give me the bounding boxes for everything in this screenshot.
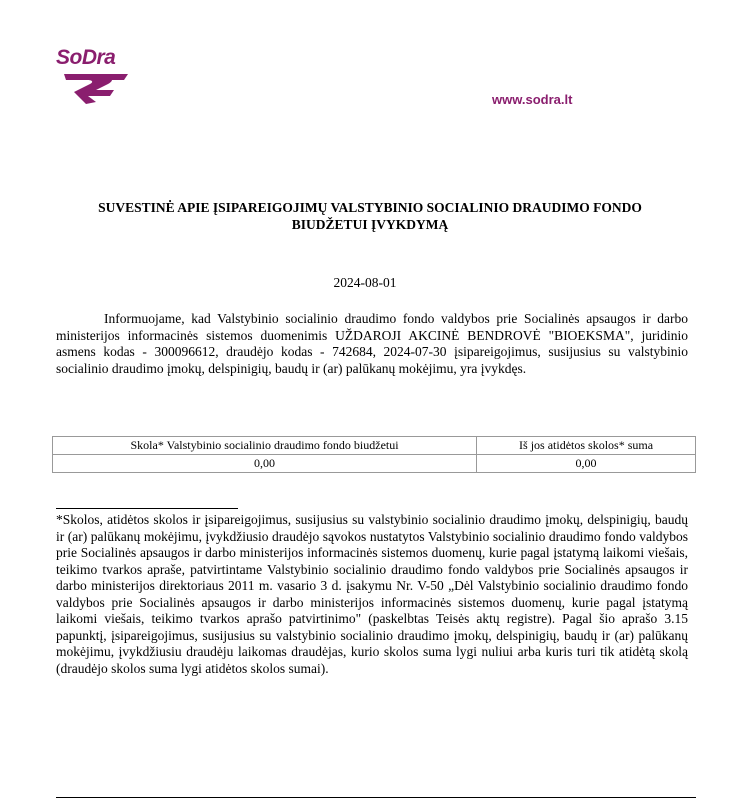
- debt-summary-table: [52, 436, 696, 473]
- column-header-debt: Skola* Valstybinio socialinio draudimo fondo biudžetui: [53, 437, 477, 455]
- title-line-1: SUVESTINĖ APIE ĮSIPAREIGOJIMŲ VALSTYBINIO SOCIALINIO DRAUDIMO FONDO: [98, 200, 642, 215]
- document-title: [50, 199, 690, 233]
- logo-wordmark: SoDra: [56, 46, 116, 69]
- intro-paragraph: Informuojame, kad Valstybinio socialinio draudimo fondo valdybos prie Socialinės apsaugos ir darbo ministerijos informacinės sistemos duomenimis UŽDAROJI AKCINĖ BENDROVĖ "BIOEKSMA", juridinio asmens kodas - 300096612, draudėjo kodas - 742684, 2024-07-30 įsipareigojimus, susijusius su valstybinio socialinio draudimo įmokų, delspinigių, baudų ir (ar) palūkanų mokėjimu, yra įvykdęs.: [56, 311, 688, 376]
- deferred-debt-value: 0,00: [477, 455, 696, 473]
- page-bottom-divider: [56, 797, 696, 798]
- footnote-divider: [56, 508, 238, 509]
- footnote-text: *Skolos, atidėtos skolos ir įsipareigojimus, susijusius su valstybinio socialinio draudimo įmokų, delspinigių, baudų ir (ar) palūkanų mokėjimu, įvykdžiusio draudėjo sąvokos nustatytos Valstybinio socialinio draudimo fondo valdybos prie Socialinės apsaugos ir darbo ministerijos informacinės sistemos duomenų, kurie pagal įstatymą laikomi viešais, teikimo tvarkos apraše, patvirtintame Valstybinio socialinio draudimo fondo valdybos prie Socialinės apsaugos ir darbo ministerijos direktoriaus 2011 m. vasario 3 d. įsakymu Nr. V-50 „Dėl Valstybinio socialinio draudimo fondo valdybos prie Socialinės apsaugos ir darbo ministerijos informacinės sistemos duomenų, kurie pagal įstatymą laikomi viešais, teikimo tvarkos aprašo patvirtinimo" (paskelbtas Teisės aktų registre). Pagal šio aprašo 3.15 papunktį, įsipareigojimus, susijusius su valstybinio socialinio draudimo įmokų, delspinigių, baudų ir (ar) palūkanų mokėjimu, įvykdžiusiu draudėju laikomas draudėjas, kurio skolos suma lygi nuliui arba kuris turi tik atidėtą skolą (draudėjo skolos suma lygi atidėtos skolos sumai).: [56, 512, 688, 676]
- title-line-2: BIUDŽETUI ĮVYKDYMĄ: [291, 217, 449, 232]
- sodra-emblem-icon: [56, 46, 136, 108]
- document-date: 2024-08-01: [333, 275, 397, 290]
- table-row: [53, 455, 696, 473]
- debt-value: 0,00: [53, 455, 477, 473]
- website-link[interactable]: www.sodra.lt: [492, 92, 573, 107]
- table-header-row: [53, 437, 696, 455]
- column-header-deferred-debt: Iš jos atidėtos skolos* suma: [477, 437, 696, 455]
- sodra-logo: [56, 46, 136, 108]
